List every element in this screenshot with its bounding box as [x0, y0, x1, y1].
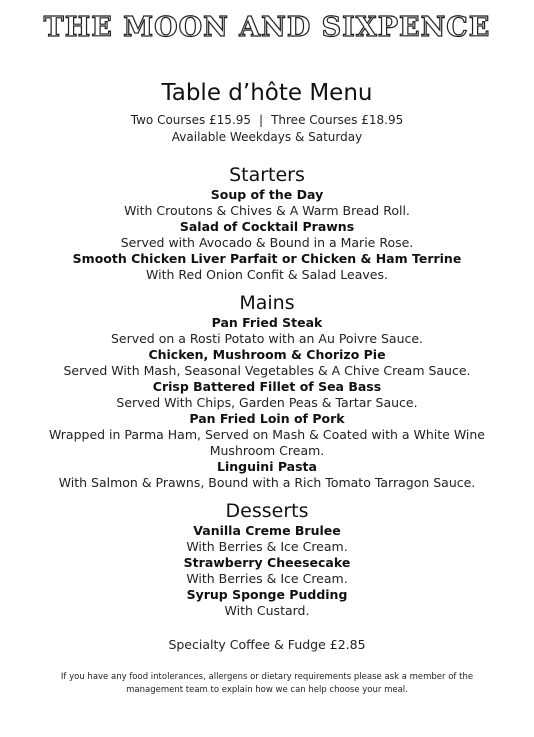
availability-text: Available Weekdays & Saturday	[171, 130, 363, 144]
price-separator: |	[259, 113, 264, 127]
two-courses-price: Two Courses £15.95	[130, 113, 252, 127]
dish-name: Salad of Cocktail Prawns	[179, 219, 355, 234]
course-prices	[0, 113, 534, 127]
starters-section	[0, 164, 534, 283]
dish-name: Strawberry Cheesecake	[183, 555, 351, 570]
dish-description: Served on a Rosti Potato with an Au Poivre Sauce.	[110, 331, 424, 346]
allergen-note: If you have any food intolerances, allergens or dietary requirements please ask a member of the management team to explain how we can help choose your meal.	[60, 672, 474, 695]
mains-heading: Mains	[239, 292, 295, 314]
dish-description: With Red Onion Confit & Salad Leaves.	[146, 267, 388, 282]
dish-name: Pan Fried Loin of Pork	[189, 411, 345, 426]
dish-name: Linguini Pasta	[217, 459, 317, 474]
desserts-section	[0, 500, 534, 619]
dish-name: Pan Fried Steak	[211, 315, 323, 330]
restaurant-name: THE MOON AND SIXPENCE	[43, 12, 491, 43]
three-courses-price: Three Courses £18.95	[271, 113, 404, 127]
dish-description: With Salmon & Prawns, Bound with a Rich Tomato Tarragon Sauce.	[58, 475, 476, 490]
desserts-heading: Desserts	[225, 500, 309, 522]
dish-description: Wrapped in Parma Ham, Served on Mash & Coated with a White Wine Mushroom Cream.	[48, 427, 485, 458]
dish-description: With Berries & Ice Cream.	[186, 571, 348, 586]
dish-name: Vanilla Creme Brulee	[193, 523, 341, 538]
dish-name: Soup of the Day	[210, 187, 324, 202]
dish-description: Served With Mash, Seasonal Vegetables & A Chive Cream Sauce.	[63, 363, 471, 378]
dish-description: With Berries & Ice Cream.	[186, 539, 348, 554]
dish-name: Smooth Chicken Liver Parfait or Chicken & Ham Terrine	[72, 251, 462, 266]
dish-description: Served with Avocado & Bound in a Marie Rose.	[120, 235, 414, 250]
dish-name: Crisp Battered Fillet of Sea Bass	[152, 379, 382, 394]
dish-name: Chicken, Mushroom & Chorizo Pie	[148, 347, 386, 362]
dish-description: Served With Chips, Garden Peas & Tartar Sauce.	[116, 395, 418, 410]
starters-heading: Starters	[229, 164, 305, 186]
menu-title: Table d’hôte Menu	[161, 80, 373, 106]
dish-description: With Croutons & Chives & A Warm Bread Roll.	[124, 203, 410, 218]
coffee-offer: Specialty Coffee & Fudge £2.85	[168, 637, 366, 652]
dish-name: Syrup Sponge Pudding	[186, 587, 348, 602]
mains-section	[0, 292, 534, 491]
dish-description: With Custard.	[224, 603, 310, 618]
